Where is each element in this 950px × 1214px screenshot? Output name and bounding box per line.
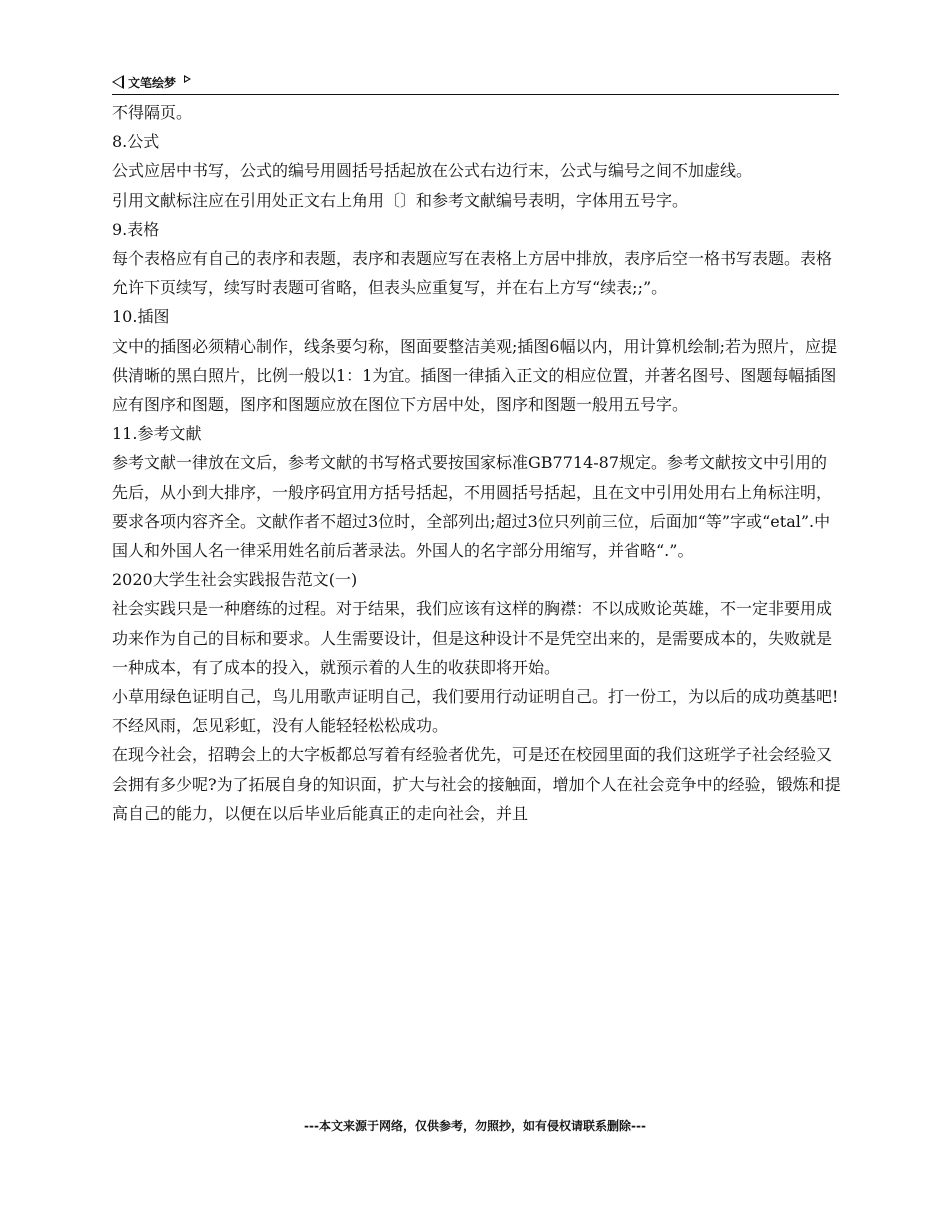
page-header [112,70,839,95]
document-body [112,98,842,828]
section-heading-formula: 8.公式 [112,132,160,152]
paragraph: 不得隔页。 [112,103,193,122]
paragraph: 在现今社会，招聘会上的大字板都总写着有经验者优先，可是还在校园里面的我们这班学子社会经验又会拥有多少呢?为了拓展自身的知识面，扩大与社会的接触面，增加个人在社会竞争中的经验，锻炼和提高自己的能力，以便在以后毕业后能真正的走向社会，并且 [112,745,841,823]
paragraph: 参考文献一律放在文后，参考文献的书写格式要按国家标准GB7714-87规定。参考文献按文中引用的先后，从小到大排序，一般序码宜用方括号括起，不用圆括号括起，且在文中引用处用右上角标注明，要求各项内容齐全。文献作者不超过3位时，全部列出;超过3位只列前三位，后面加“等”字或“etal”.中国人和外国人名一律采用姓名前后著录法。外国人的名字部分用缩写，并省略“.”。 [112,453,833,561]
brand-logo-text: 文笔绘梦 [128,75,177,90]
left-triangle-icon [112,75,124,89]
paragraph: 社会实践只是一种磨练的过程。对于结果，我们应该有这样的胸襟：不以成败论英雄，不一定非要用成功来作为自己的目标和要求。人生需要设计，但是这种设计不是凭空出来的，是需要成本的，失败就是一种成本，有了成本的投入，就预示着的人生的收获即将开始。 [112,599,833,677]
footer-disclaimer: ---本文来源于网络，仅供参考，勿照抄，如有侵权请联系删除--- [304,1119,646,1133]
paragraph: 引用文献标注应在引用处正文右上角用〔〕和参考文献编号表明，字体用五号字。 [112,190,689,210]
paragraph: 小草用绿色证明自己，鸟儿用歌声证明自己，我们要用行动证明自己。打一份工，为以后的成功奠基吧! [112,687,839,707]
brand-logo [112,73,191,91]
paragraph: 每个表格应有自己的表序和表题，表序和表题应写在表格上方居中排放，表序后空一格书写表题。表格允许下页续写，续写时表题可省略，但表头应重复写，并在右上方写“续表;;”。 [112,249,833,298]
section-heading-figure: 10.插图 [112,307,170,327]
section-heading-table: 9.表格 [112,219,160,239]
article-title: 2020大学生社会实践报告范文(一) [112,570,358,590]
paragraph: 不经风雨，怎见彩虹，没有人能轻轻松松成功。 [112,716,449,736]
section-heading-references: 11.参考文献 [112,424,202,444]
paragraph: 文中的插图必须精心制作，线条要匀称，图面要整洁美观;插图6幅以内，用计算机绘制;若为照片，应提供清晰的黑白照片，比例一般以1：1为宜。插图一律插入正文的相应位置，并著名图号、图题每幅插图应有图序和图题，图序和图题应放在图位下方居中处，图序和图题一般用五号字。 [112,336,837,415]
paragraph: 公式应居中书写，公式的编号用圆括号括起放在公式右边行末，公式与编号之间不加虚线。 [112,161,753,181]
right-triangle-icon [184,75,191,83]
